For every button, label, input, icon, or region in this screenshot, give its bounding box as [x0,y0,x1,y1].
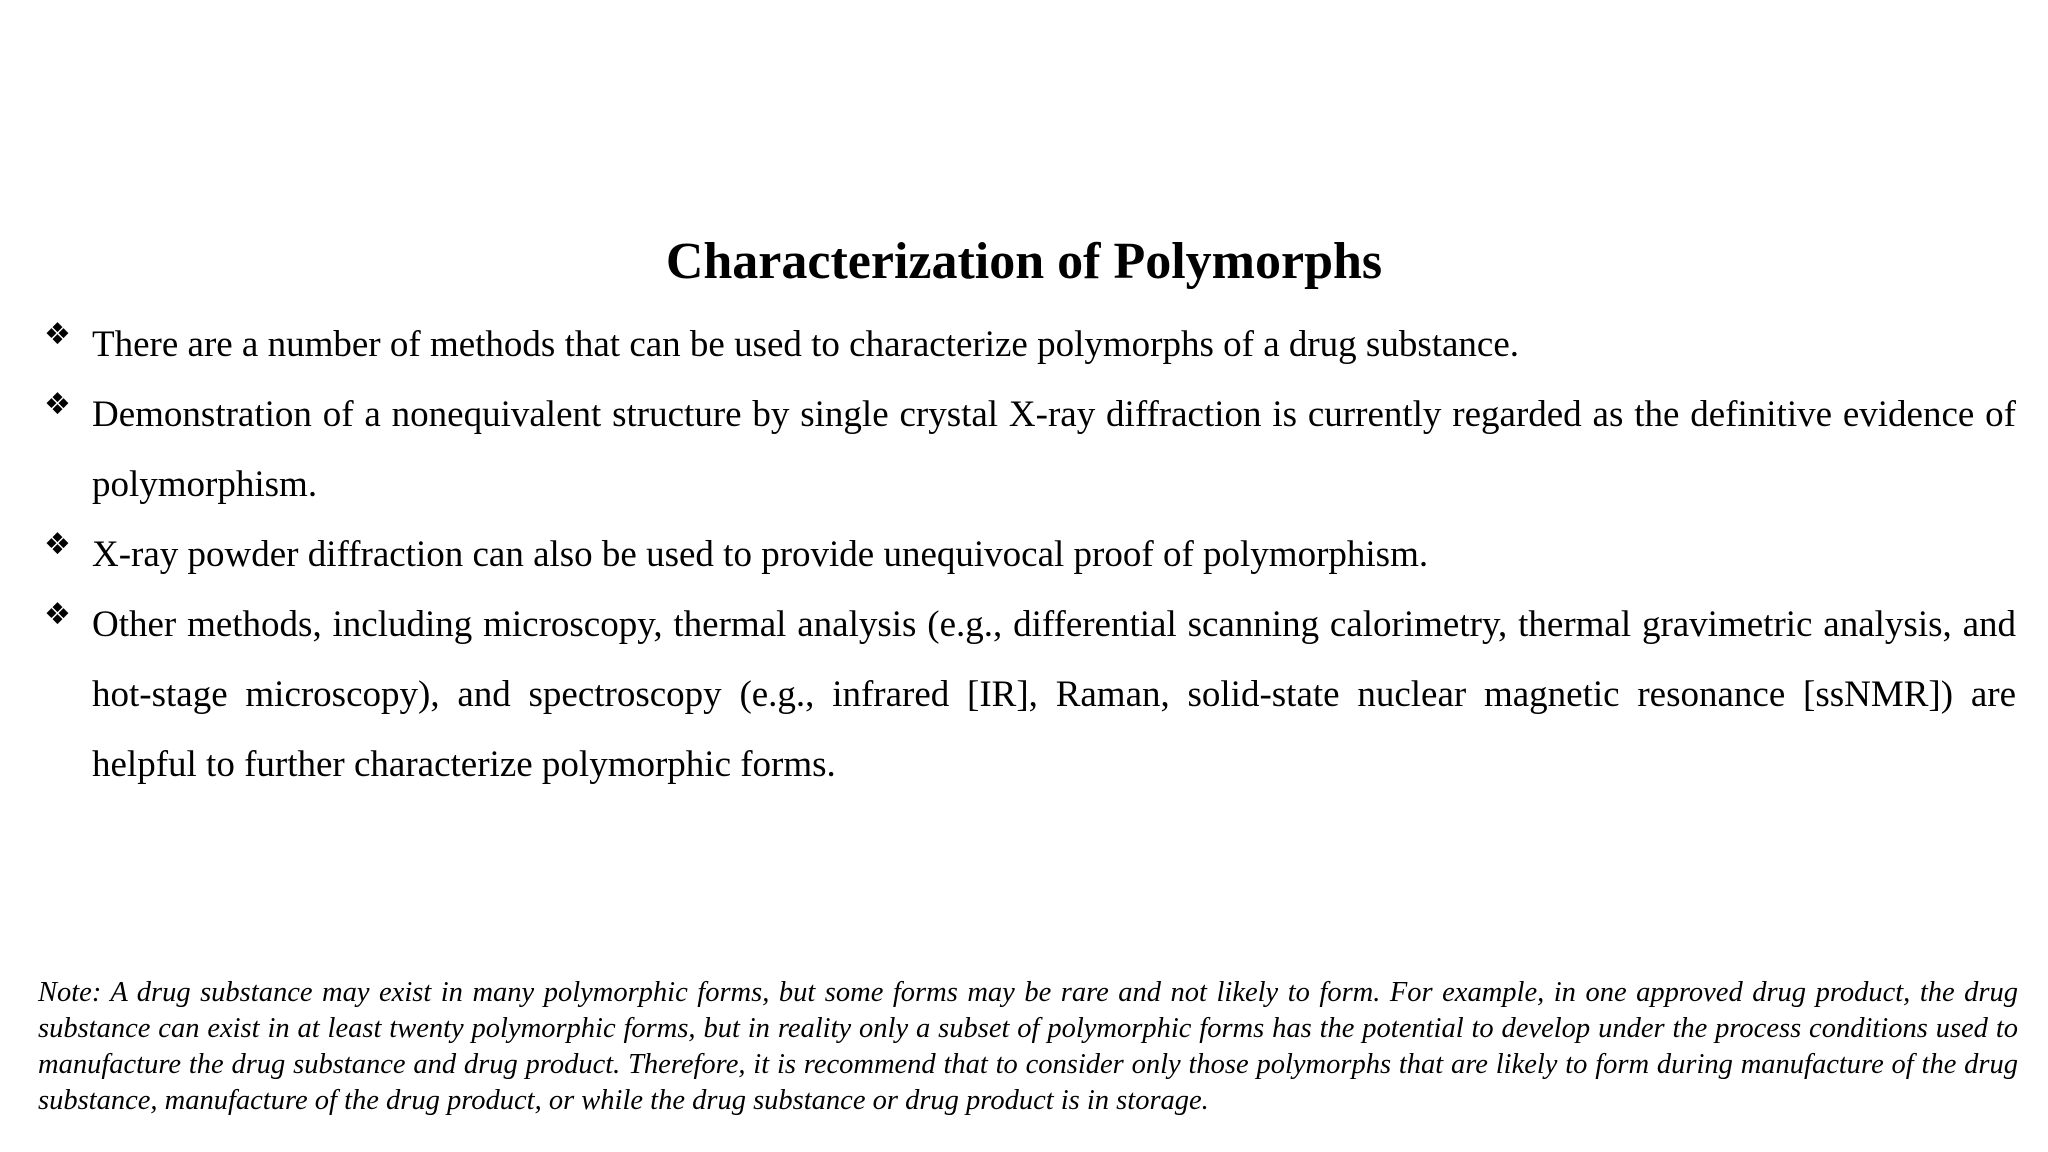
bullet-item-1 [44,310,2016,380]
bullet-item-3 [44,520,2016,590]
bullet-list [44,310,2016,800]
bullet-text-2: Demonstration of a nonequivalent structure by single crystal X-ray diffraction is currently regarded as the definitive evidence of polymorphism. [92,394,2016,505]
bullet-item-2 [44,380,2016,520]
bullet-text-1: There are a number of methods that can be used to characterize polymorphs of a drug substance. [92,324,1520,365]
four-diamond-bullet-icon: ❖ [44,527,71,562]
footnote: Note: A drug substance may exist in many polymorphic forms, but some forms may be rare and not likely to form. For example, in one approved drug product, the drug substance can exist in at least twenty polymorphic forms, but in reality only a subset of polymorphic forms has the potential to develop under the process conditions used to manufacture the drug substance and drug product. Therefore, it is recommend that to consider only those polymorphs that are likely to form during manufacture of the drug substance, manufacture of the drug product, or while the drug substance or drug product is in storage. [38,977,2018,1116]
four-diamond-bullet-icon: ❖ [44,387,71,422]
bullet-text-4: Other methods, including microscopy, thermal analysis (e.g., differential scanning calorimetry, thermal gravimetric analysis, and hot-stage microscopy), and spectroscopy (e.g., infrared [IR], Raman, solid-state nuclear magnetic resonance [ssNMR]) are helpful to further characterize polymorphic forms. [92,604,2016,785]
four-diamond-bullet-icon: ❖ [44,317,71,352]
four-diamond-bullet-icon: ❖ [44,597,71,632]
bullet-text-3: X-ray powder diffraction can also be used to provide unequivocal proof of polymorphism. [92,534,1429,575]
bullet-item-4 [44,590,2016,800]
slide-title: Characterization of Polymorphs [665,233,1383,290]
